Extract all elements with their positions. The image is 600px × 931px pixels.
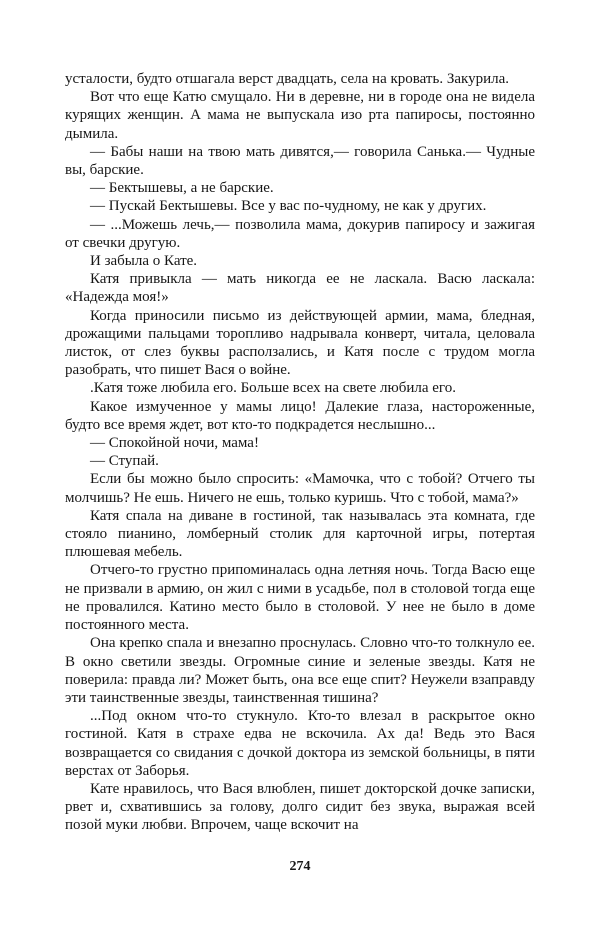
paragraph: Если бы можно было спросить: «Мамочка, что с тобой? Отчего ты молчишь? Не ешь. Ничего не ешь, только куришь. Что с тобой, мама?» <box>65 471 535 506</box>
paragraph: ...Под окном что-то стукнуло. Кто-то влезал в раскрытое окно гостиной. Катя в страхе едва не вскочила. Ах да! Ведь это Вася возвращается со свидания с дочкой доктора из земской больницы, в пяти верстах от Заборья. <box>65 708 535 779</box>
paragraph: Кате нравилось, что Вася влюблен, пишет докторской дочке записки, рвет и, схватившись за голову, долго сидит без звука, выражая всей позой муки любви. Впрочем, чаще вскочит на <box>65 780 535 834</box>
page-number: 274 <box>289 859 311 874</box>
paragraph: И забыла о Кате. <box>90 253 198 270</box>
paragraph: .Катя тоже любила его. Больше всех на свете любила его. <box>90 380 456 397</box>
page-body <box>65 70 535 835</box>
paragraph: Вот что еще Катю смущало. Ни в деревне, ни в городе она не видела курящих женщин. А мама не выпускала изо рта папиросы, постоянно дымила. <box>65 89 535 142</box>
paragraph: Когда приносили письмо из действующей армии, мама, бледная, дрожащими пальцами торопливо надрывала конверт, читала, целовала листок, от слез буквы расползались, и Катя после с трудом могла разобрать, что пишет Вася о войне. <box>65 307 535 379</box>
paragraph: — Пускай Бектышевы. Все у вас по-чудному, не как у других. <box>90 198 487 215</box>
paragraph: усталости, будто отшагала верст двадцать, села на кровать. Закурила. <box>65 71 509 87</box>
paragraph: Какое измученное у мамы лицо! Далекие глаза, настороженные, будто все время ждет, вот кто-то подкрадется неслышно... <box>65 398 535 433</box>
paragraph: Она крепко спала и внезапно проснулась. Словно что-то толкнуло ее. В окно светили звезды. Огромные синие и зеленые звезды. Катя не поверила: правда ли? Может быть, она все еще спит? Неужели взаправду эти таинственные звезды, таинственная тишина? <box>65 635 535 706</box>
paragraph: Катя спала на диване в гостиной, так называлась эта комната, где стояло пианино, ломберный столик для карточной игры, потертая плюшевая мебель. <box>65 507 535 561</box>
paragraph: Катя привыкла — мать никогда ее не ласкала. Васю ласкала: «Надежда моя!» <box>65 271 535 306</box>
paragraph: — Спокойной ночи, мама! <box>90 435 259 452</box>
paragraph: Отчего-то грустно припоминалась одна летняя ночь. Тогда Васю еще не призвали в армию, он жил с ними в усадьбе, пол в столовой тогда еще не провалился. Катино место было в столовой. У нее не было в доме постоянного места. <box>65 562 535 634</box>
paragraph: — Ступай. <box>90 453 159 470</box>
paragraph: — ...Можешь лечь,— позволила мама, докурив папиросу и зажигая от свечки другую. <box>65 216 535 251</box>
paragraph: — Бектышевы, а не барские. <box>90 180 274 197</box>
paragraph: — Бабы наши на твою мать дивятся,— говорила Санька.— Чудные вы, барские. <box>65 143 535 179</box>
